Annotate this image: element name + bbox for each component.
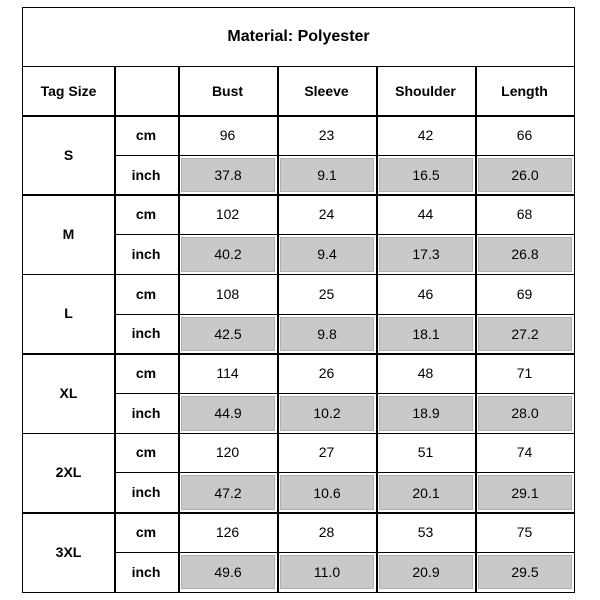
cm-value-cell: 28 bbox=[318, 523, 335, 540]
cm-value-cell: 69 bbox=[516, 285, 533, 302]
size-label: M bbox=[62, 226, 75, 243]
cm-value-cell: 23 bbox=[318, 126, 335, 143]
header-length: Length bbox=[501, 83, 548, 99]
size-label: XL bbox=[59, 384, 78, 401]
cm-value-cell: 68 bbox=[516, 206, 533, 223]
cm-value-cell: 71 bbox=[516, 365, 533, 382]
inch-value-cell: 10.6 bbox=[280, 475, 374, 510]
unit-label-inch: inch bbox=[131, 563, 161, 580]
inch-value-cell: 10.2 bbox=[280, 396, 374, 431]
cm-value-cell: 44 bbox=[417, 206, 434, 223]
size-label: S bbox=[63, 146, 74, 163]
inch-value-cell: 20.9 bbox=[379, 555, 473, 590]
inch-value-cell: 18.1 bbox=[379, 317, 473, 352]
table-title: Material: Polyester bbox=[23, 8, 574, 67]
header-tag-size: Tag Size bbox=[40, 83, 97, 99]
cm-value-cell: 51 bbox=[417, 444, 434, 461]
cm-value-cell: 46 bbox=[417, 285, 434, 302]
inch-value-cell: 11.0 bbox=[280, 555, 374, 590]
cm-value-cell: 53 bbox=[417, 523, 434, 540]
unit-label-inch: inch bbox=[131, 404, 161, 421]
inch-value-cell: 47.2 bbox=[181, 475, 275, 510]
inch-value-cell: 49.6 bbox=[181, 555, 275, 590]
header-unit bbox=[114, 67, 178, 115]
inch-value-cell: 26.0 bbox=[478, 158, 572, 193]
unit-label-cm: cm bbox=[135, 206, 157, 223]
cm-value-cell: 27 bbox=[318, 444, 335, 461]
cm-value-cell: 96 bbox=[219, 126, 236, 143]
inch-value-cell: 44.9 bbox=[181, 396, 275, 431]
unit-label-inch: inch bbox=[131, 166, 161, 183]
inch-value-cell: 29.1 bbox=[478, 475, 572, 510]
inch-value-cell: 27.2 bbox=[478, 317, 572, 352]
header-sleeve: Sleeve bbox=[304, 83, 349, 99]
unit-label-inch: inch bbox=[131, 325, 161, 342]
cm-value-cell: 120 bbox=[215, 444, 240, 461]
unit-row-divider bbox=[114, 155, 574, 156]
cm-value-cell: 74 bbox=[516, 444, 533, 461]
inch-value-cell: 9.4 bbox=[280, 237, 374, 272]
cm-value-cell: 75 bbox=[516, 523, 533, 540]
inch-value-cell: 17.3 bbox=[379, 237, 473, 272]
cm-value-cell: 126 bbox=[215, 523, 240, 540]
cm-value-cell: 108 bbox=[215, 285, 240, 302]
cm-value-cell: 42 bbox=[417, 126, 434, 143]
inch-value-cell: 37.8 bbox=[181, 158, 275, 193]
unit-label-cm: cm bbox=[135, 365, 157, 382]
unit-row-divider bbox=[114, 552, 574, 553]
unit-row-divider bbox=[114, 234, 574, 235]
inch-value-cell: 9.1 bbox=[280, 158, 374, 193]
inch-value-cell: 26.8 bbox=[478, 237, 572, 272]
inch-value-cell: 28.0 bbox=[478, 396, 572, 431]
unit-label-cm: cm bbox=[135, 523, 157, 540]
unit-label-cm: cm bbox=[135, 285, 157, 302]
cm-value-cell: 102 bbox=[215, 206, 240, 223]
unit-row-divider bbox=[114, 314, 574, 315]
unit-label-cm: cm bbox=[135, 444, 157, 461]
header-bust: Bust bbox=[211, 83, 244, 99]
inch-value-cell: 18.9 bbox=[379, 396, 473, 431]
inch-value-cell: 9.8 bbox=[280, 317, 374, 352]
cm-value-cell: 26 bbox=[318, 365, 335, 382]
inch-value-cell: 29.5 bbox=[478, 555, 572, 590]
size-label: 2XL bbox=[55, 464, 82, 481]
cm-value-cell: 48 bbox=[417, 365, 434, 382]
unit-row-divider bbox=[114, 472, 574, 473]
unit-label-cm: cm bbox=[135, 126, 157, 143]
inch-value-cell: 42.5 bbox=[181, 317, 275, 352]
inch-value-cell: 20.1 bbox=[379, 475, 473, 510]
cm-value-cell: 25 bbox=[318, 285, 335, 302]
cm-value-cell: 114 bbox=[216, 365, 239, 382]
inch-value-cell: 16.5 bbox=[379, 158, 473, 193]
size-label: 3XL bbox=[55, 543, 82, 560]
unit-row-divider bbox=[114, 393, 574, 394]
size-chart-table bbox=[22, 7, 575, 593]
cm-value-cell: 66 bbox=[516, 126, 533, 143]
unit-label-inch: inch bbox=[131, 245, 161, 262]
size-label: L bbox=[64, 305, 73, 322]
cm-value-cell: 24 bbox=[318, 206, 335, 223]
inch-value-cell: 40.2 bbox=[181, 237, 275, 272]
unit-label-inch: inch bbox=[131, 484, 161, 501]
header-shoulder: Shoulder bbox=[395, 83, 456, 99]
